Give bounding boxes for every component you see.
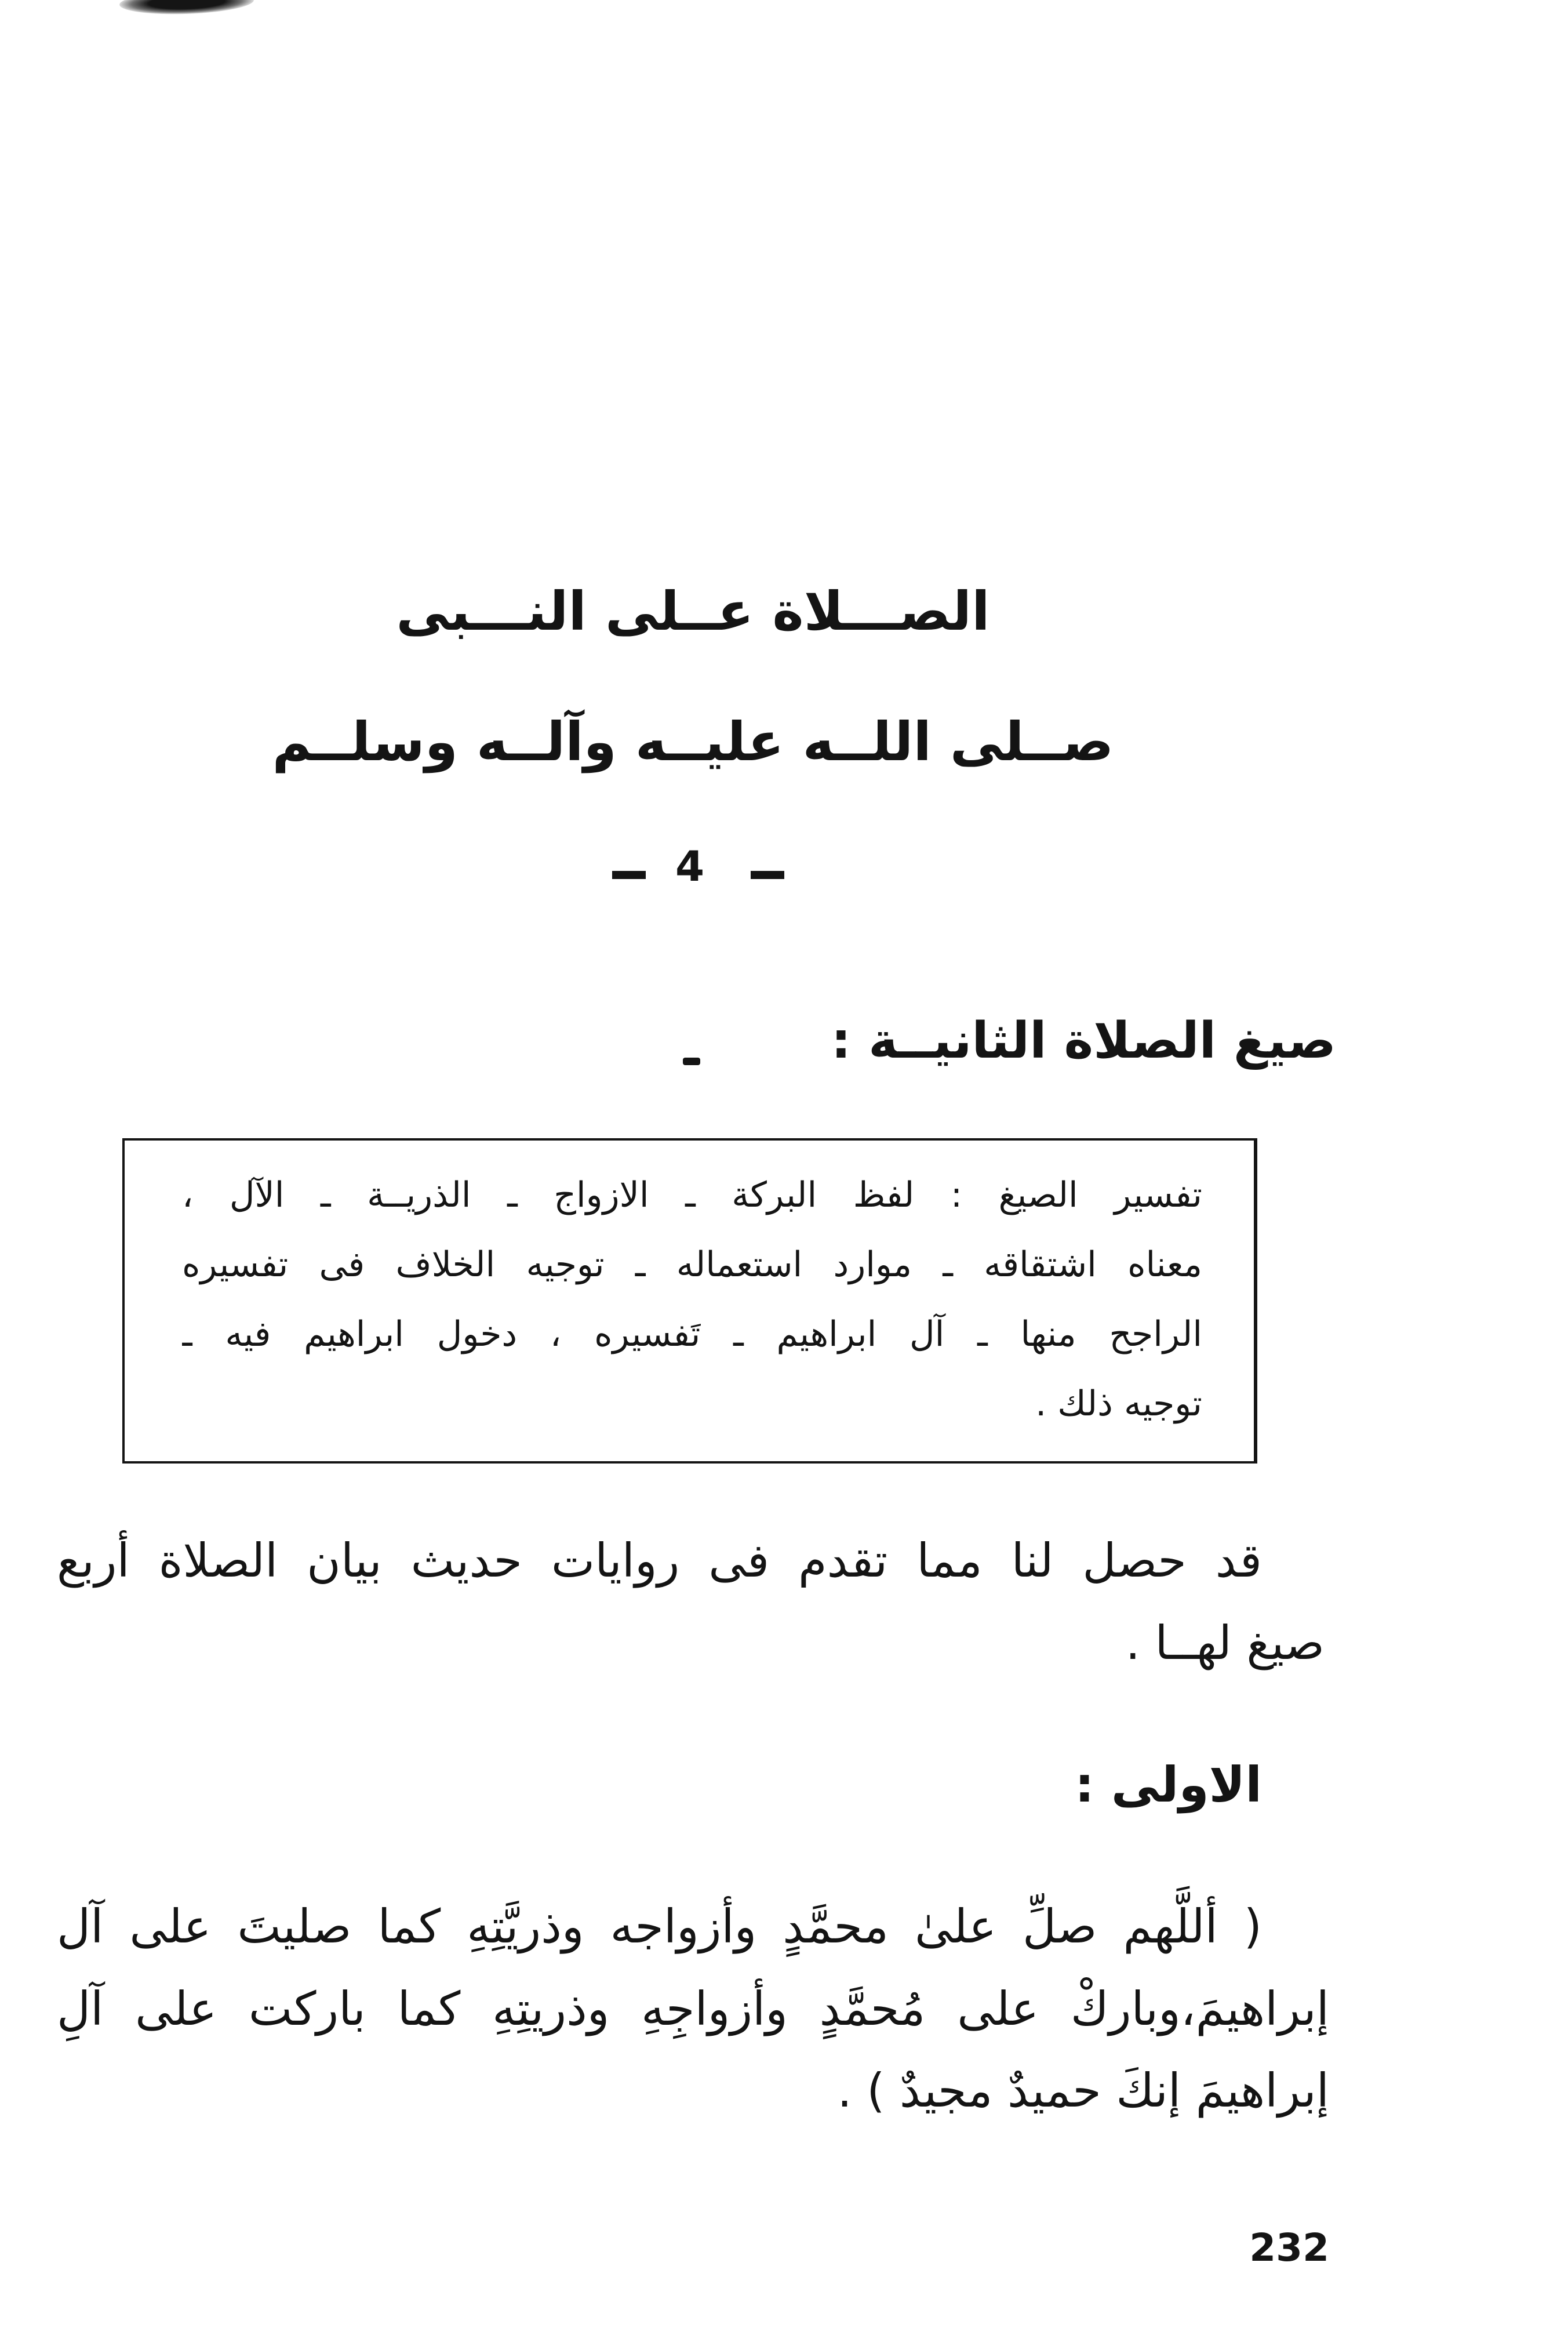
page-number: 232 xyxy=(1249,2225,1329,2270)
summary-box xyxy=(122,1138,1257,1464)
ink-mark xyxy=(683,1058,700,1065)
dash-ornament-right xyxy=(751,871,784,879)
part-number: 4 xyxy=(675,842,705,891)
formula-line: إبراهيمَ،وباركْ على مُحمَّدٍ وأزواجِهِ وذريتِهِ كما باركت على آلِ xyxy=(57,1982,1329,2036)
formula-line: ( أللَّهم صلِّ علىٰ محمَّدٍ وأزواجه وذريَّتِهِ كما صليتَ على آل xyxy=(57,1900,1262,1953)
formula-line: إبراهيمَ إنكَ حميدٌ مجيدٌ ) . xyxy=(837,2064,1329,2118)
summary-line: الراجح منها ـ آل ابراهيم ـ تَفسيره ، دخول ابراهيم فيه ـ xyxy=(182,1314,1202,1354)
section-heading: صيغ الصلاة الثانيــة : xyxy=(831,1012,1336,1070)
summary-line: توجيه ذلك . xyxy=(1035,1383,1202,1424)
intro-paragraph-line: صيغ لهــا . xyxy=(1125,1616,1325,1670)
chapter-title-line-1: الصـــلاة عــلى النـــبى xyxy=(396,580,990,642)
ink-smudge xyxy=(119,0,254,16)
summary-line: تفسير الصيغ : لفظ البركة ـ الازواج ـ الذريــة ـ الآل ، xyxy=(182,1175,1202,1215)
dash-ornament-left xyxy=(612,871,646,879)
chapter-title-line-2: صــلى اللــه عليــه وآلــه وسلــم xyxy=(272,711,1114,773)
intro-paragraph-line: قد حصل لنا مما تقدم فى روايات حديث بيان الصلاة أربع xyxy=(57,1534,1262,1588)
first-formula-label: الاولى : xyxy=(1075,1756,1262,1813)
summary-line: معناه اشتقاقه ـ موارد استعماله ـ توجيه الخلاف فى تفسيره xyxy=(182,1244,1202,1285)
